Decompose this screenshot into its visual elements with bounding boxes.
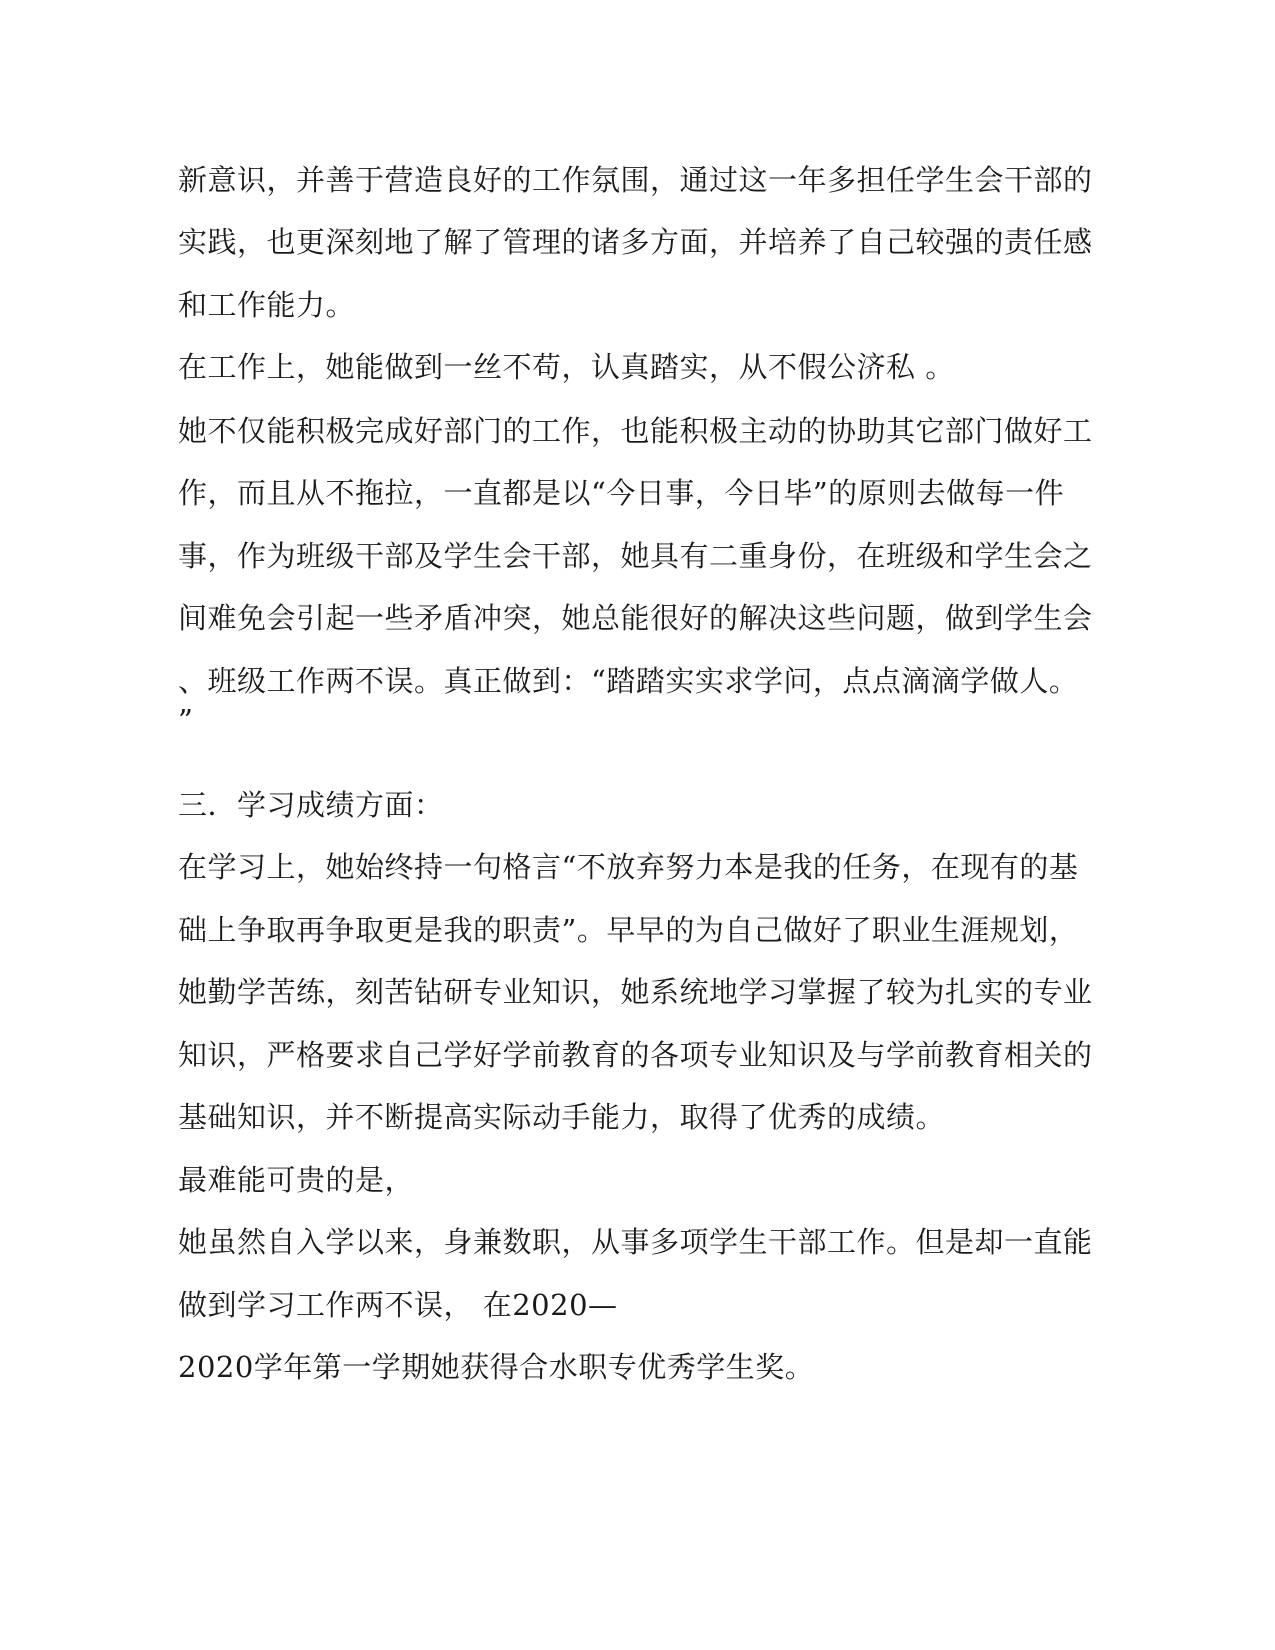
text-line: 她虽然自入学以来，身兼数职，从事多项学生干部工作。但是却一直能 — [178, 1225, 1093, 1259]
text-line: 间难免会引起一些矛盾冲突，她总能很好的解决这些问题，做到学生会 — [178, 601, 1093, 635]
text-line: 最难能可贵的是， — [178, 1163, 415, 1197]
text-line: 基础知识，并不断提高实际动手能力，取得了优秀的成绩。 — [178, 1100, 946, 1134]
text-line: 和工作能力。 — [178, 288, 356, 322]
text-line: 她不仅能积极完成好部门的工作，也能积极主动的协助其它部门做好工 — [178, 414, 1093, 448]
text-line: 她勤学苦练，刻苦钻研专业知识，她系统地学习掌握了较为扎实的专业 — [178, 975, 1093, 1009]
text-line: 、班级工作两不误。真正做到：“踏踏实实求学问，点点滴滴学做人。 — [178, 664, 1079, 698]
text-line: 在学习上，她始终持一句格言“不放弃努力本是我的任务，在现有的基 — [178, 850, 1079, 884]
text-line: 新意识，并善于营造良好的工作氛围，通过这一年多担任学生会干部的 — [178, 163, 1093, 197]
section-heading: 三．学习成绩方面： — [178, 788, 444, 822]
text-line: 2020学年第一学期她获得合水职专优秀学生奖。 — [178, 1350, 815, 1384]
text-line: 础上争取再争取更是我的职责”。早早的为自己做好了职业生涯规划， — [178, 913, 1079, 947]
text-line: 在工作上，她能做到一丝不苟，认真踏实，从不假公济私 。 — [178, 350, 955, 384]
text-line: 实践，也更深刻地了解了管理的诸多方面，并培养了自己较强的责任感 — [178, 225, 1093, 259]
text-line: 事，作为班级干部及学生会干部，她具有二重身份，在班级和学生会之 — [178, 539, 1093, 573]
text-line: 作，而且从不拖拉，一直都是以“今日事，今日毕”的原则去做每一件 — [178, 476, 1065, 510]
text-line: 知识，严格要求自己学好学前教育的各项专业知识及与学前教育相关的 — [178, 1038, 1093, 1072]
text-line: 做到学习工作两不误， 在2020— — [178, 1288, 618, 1322]
text-line: ” — [178, 703, 194, 737]
